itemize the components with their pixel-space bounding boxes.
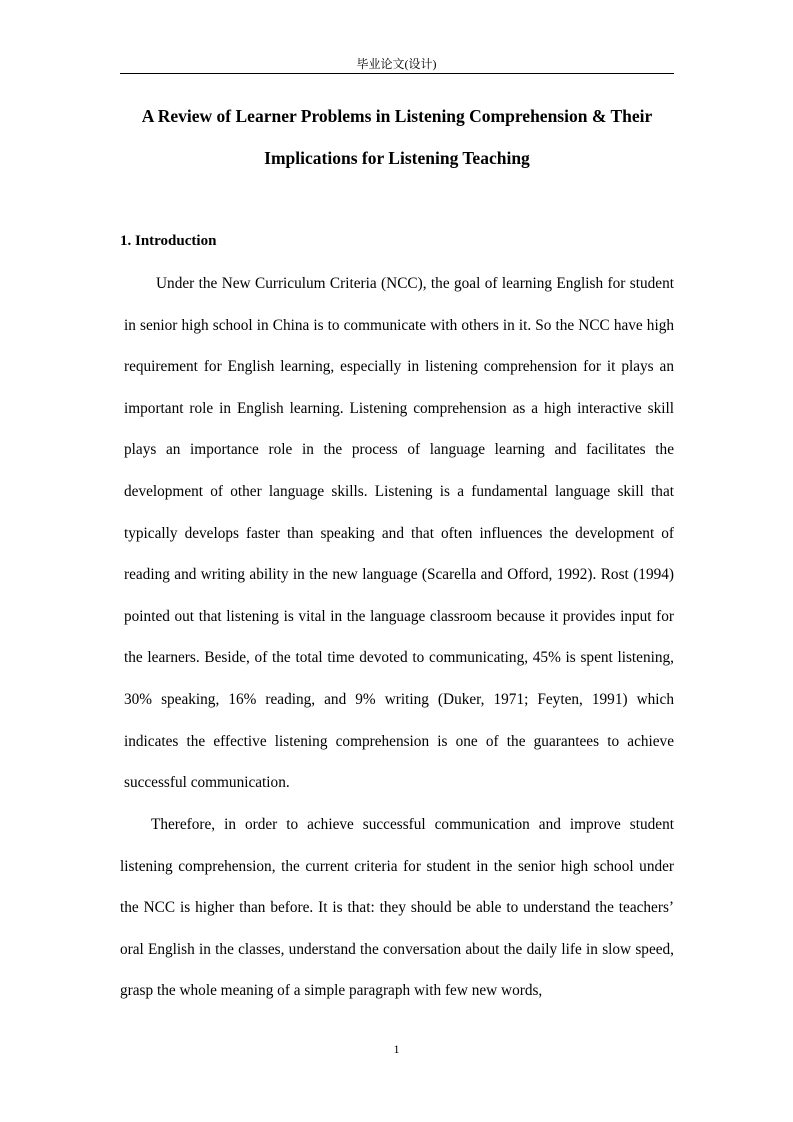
- section-heading: 1. Introduction: [120, 233, 217, 249]
- running-header: 毕业论文(设计): [356, 57, 437, 71]
- document-title-line-2: Implications for Listening Teaching: [264, 148, 530, 168]
- document-title-line-1: A Review of Learner Problems in Listening Comprehension & Their: [141, 106, 653, 126]
- header-rule: [120, 73, 674, 74]
- page-number: 1: [393, 1042, 400, 1056]
- body-paragraph-2: Therefore, in order to achieve successful communication and improve student listening comprehension, the current criteria for student in the senior high school under the NCC is higher than before. It is that: they should be able to understand the teachers’ oral English in the classes, understand the conversation about the daily life in slow speed, grasp the whole meaning of a simple paragraph with few new words,: [120, 816, 674, 1000]
- body-paragraph-1: Under the New Curriculum Criteria (NCC), the goal of learning English for student in senior high school in China is to communicate with others in it. So the NCC have high requirement for English learning, especially in listening comprehension for it plays an important role in English learning. Listening comprehension as a high interactive skill plays an importance role in the process of language learning and facilitates the development of other language skills. Listening is a fundamental language skill that typically develops faster than speaking and that often influences the development of reading and writing ability in the new language (Scarella and Offord, 1992). Rost (1994) pointed out that listening is vital in the language classroom because it provides input for the learners. Beside, of the total time devoted to communicating, 45% is spent listening, 30% speaking, 16% reading, and 9% writing (Duker, 1971; Feyten, 1991) which indicates the effective listening comprehension is one of the guarantees to achieve successful communication.: [124, 275, 674, 792]
